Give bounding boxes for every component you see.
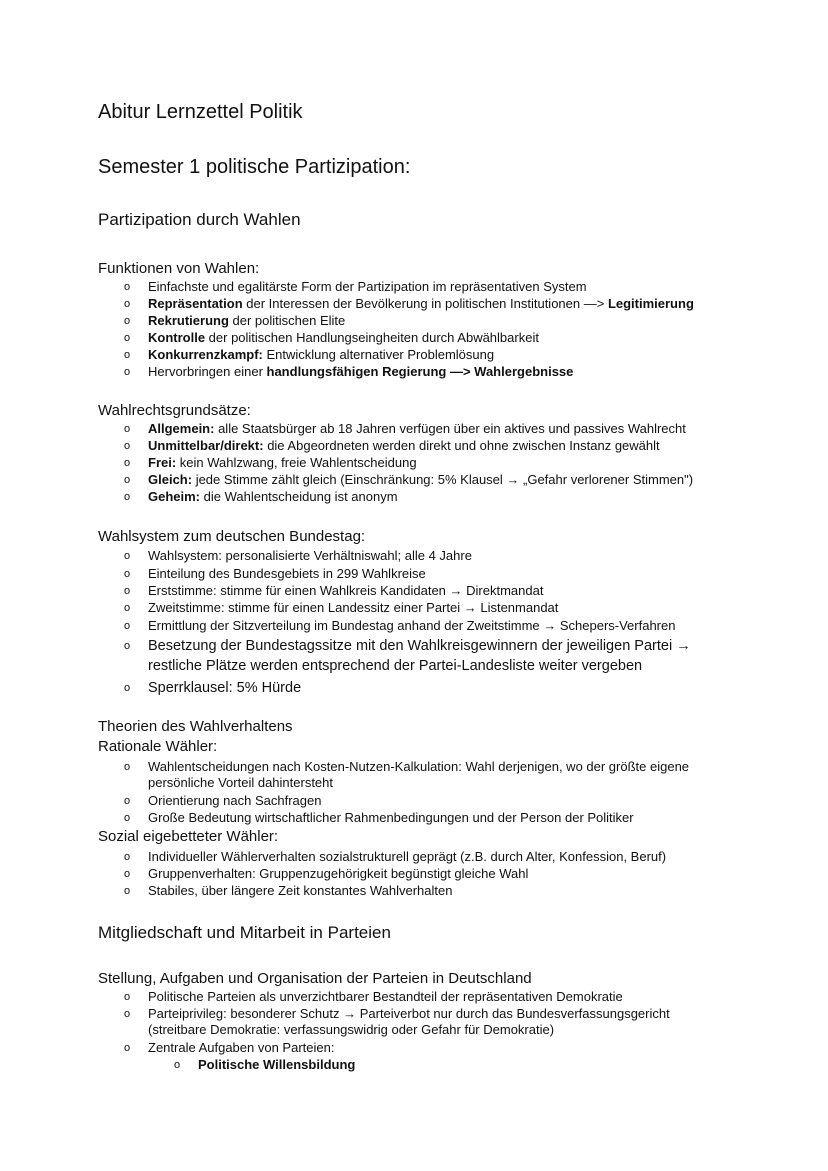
heading-funktionen: Funktionen von Wahlen: bbox=[98, 260, 260, 277]
page-title: Abitur Lernzettel Politik bbox=[98, 101, 303, 123]
heading-wahlsystem: Wahlsystem zum deutschen Bundestag: bbox=[98, 528, 366, 545]
section-heading-wahlen: Partizipation durch Wahlen bbox=[98, 210, 301, 229]
heading-grundsaetze: Wahlrechtsgrundsätze: bbox=[98, 402, 251, 419]
heading-sozial: Sozial eigebetteter Wähler: bbox=[98, 828, 279, 845]
heading-theorien: Theorien des Wahlverhaltens bbox=[98, 718, 293, 735]
semester-heading: Semester 1 politische Partizipation: bbox=[98, 156, 411, 178]
heading-stellung: Stellung, Aufgaben und Organisation der Parteien in Deutschland bbox=[98, 970, 532, 987]
section-heading-parteien: Mitgliedschaft und Mitarbeit in Parteien bbox=[98, 923, 391, 942]
heading-rational: Rationale Wähler: bbox=[98, 738, 218, 755]
document-page: Abitur Lernzettel Politik Semester 1 politische Partizipation: Partizipation durch Wahlen Funktionen von Wahlen: o Einfachste und egalitärste Form der Partizipation im repräsentativen System o Repräsentation der Interessen der Bevölkerung in politischen Institutionen —> Legitimierung o Rekrutierung der politischen Elite o Kontrolle der politischen Handlungseingheiten durch Abwählbarkeit o Konkurrenzkampf: Entwicklung alternativer Problemlösung o Hervorbringen einer handlungsfähigen Regierung —> Wahlergebnisse Wahlrechtsgrundsätze: o Allgemein: alle Staatsbürger ab 18 Jahren verfügen über ein aktives und passives Wahlrecht o Unmittelbar/direkt: die Abgeordneten werden direkt und ohne zwischen Instanz gewählt o Frei: kein Wahlzwang, freie Wahlentscheidung o Gleich: jede Stimme zählt gleich (Einschränkung: 5% Klausel → „Gefahr verlorener Stimmen") o Geheim: die Wahlentscheidung ist anonym Wahlsystem zum deutschen Bundestag: o Wahlsystem: personalisierte Verhältniswahl; alle 4 Jahre o Einteilung des Bundesgebiets in 299 Wahlkreise o Erststimme: stimme für einen Wahlkreis Kandidaten → Direktmandat o Zweitstimme: stimme für einen Landessitz einer Partei → Listenmandat o Ermittlung der Sitzverteilung im Bundestag anhand der Zweitstimme → Schepers-Verfahren o Besetzung der Bundestagssitze mit den Wahlkreisgewinnern der jeweiligen Partei → restliche Plätze werden entsprechend der Partei-Landesliste weiter vergeben o Sperrklausel: 5% Hürde Theorien des Wahlverhaltens Rationale Wähler: o Wahlentscheidungen nach Kosten-Nutzen-Kalkulation: Wahl derjenigen, wo der größte eigene persönliche Vorteil dahintersteht o Orientierung nach Sachfragen o Große Bedeutung wirtschaftlicher Rahmenbedingungen und der Person der Politiker Sozial eigebetteter Wähler: o Individueller Wählerverhalten sozialstrukturell geprägt (z.B. durch Alter, Konfession, Beruf) o Gruppenverhalten: Gruppenzugehörigkeit begünstigt gleiche Wahl o Stabiles, über längere Zeit konstantes Wahlverhalten Mitgliedschaft und Mitarbeit in Parteien Stellung, Aufgaben und Organisation der Parteien in Deutschland o Politische Parteien als unverzichtbarer Bestandteil der repräsentativen Demokratie o Parteiprivileg: besonderer Schutz → Parteiverbot nur durch das Bundesverfassungsgericht (streitbare Demokratie: verfassungswidrig oder Gefahr für Demokratie) o Zentrale Aufgaben von Parteien: o Politische Willensbildung bbox=[98, 101, 694, 1072]
